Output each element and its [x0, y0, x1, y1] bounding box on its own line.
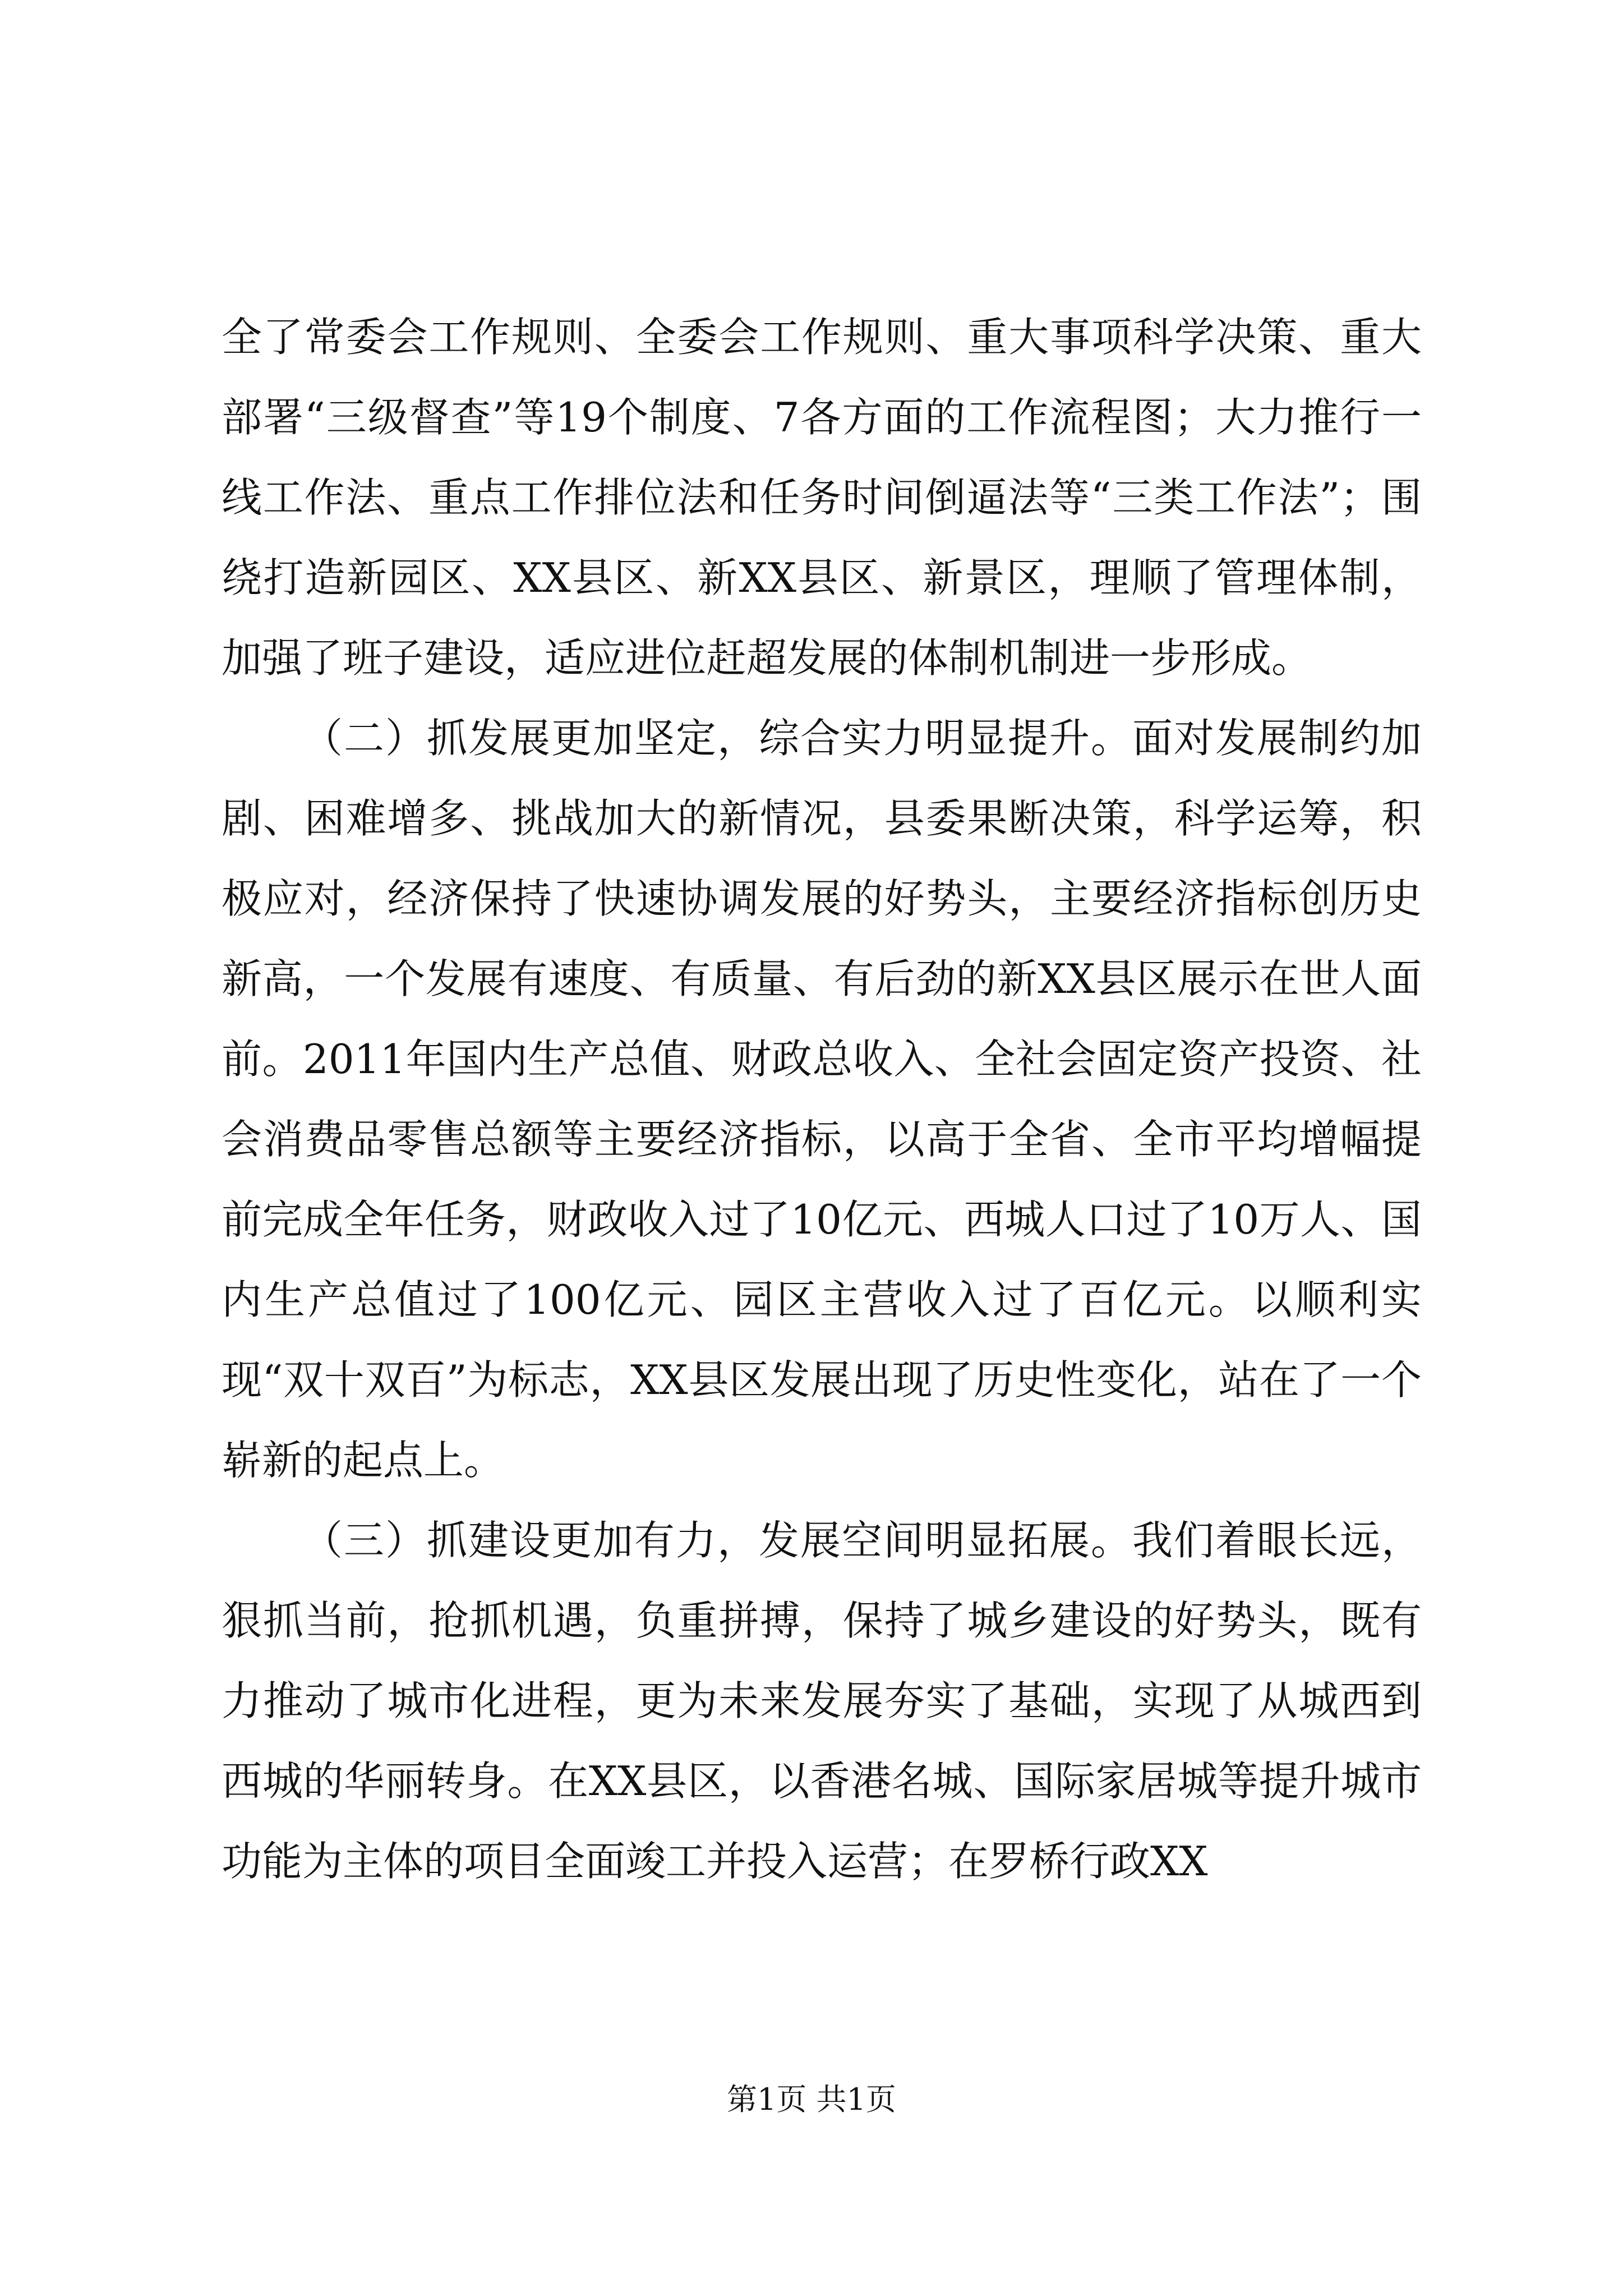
paragraph-3: （三）抓建设更加有力，发展空间明显拓展。我们着眼长远，狠抓当前，抢抓机遇，负重拼搏，保持了城乡建设的好势头，既有力推动了城市化进程，更为未来发展夯实了基础，实现了从城西到西城的华丽转身。在XX县区，以香港名城、国际家居城等提升城市功能为主体的项目全面竣工并投入运营；在罗桥行政XX [222, 1517, 1422, 1885]
paragraph-1: 全了常委会工作规则、全委会工作规则、重大事项科学决策、重大部署“三级督查”等19个制度、7各方面的工作流程图；大力推行一线工作法、重点工作排位法和任务时间倒逼法等“三类工作法”；围绕打造新园区、XX县区、新XX县区、新景区，理顺了管理体制，加强了班子建设，适应进位赶超发展的体制机制进一步形成。 [222, 314, 1422, 682]
paragraph-2: （二）抓发展更加坚定，综合实力明显提升。面对发展制约加剧、困难增多、挑战加大的新情况，县委果断决策，科学运筹，积极应对，经济保持了快速协调发展的好势头，主要经济指标创历史新高，一个发展有速度、有质量、有后劲的新XX县区展示在世人面前。2011年国内生产总值、财政总收入、全社会固定资产投资、社会消费品零售总额等主要经济指标，以高于全省、全市平均增幅提前完成全年任务，财政收入过了10亿元、西城人口过了10万人、国内生产总值过了100亿元、园区主营收入过了百亿元。以顺利实现“双十双百”为标志，XX县区发展出现了历史性变化，站在了一个崭新的起点上。 [222, 715, 1422, 1484]
document-body [222, 297, 1422, 1902]
page-footer: 第1页 共1页 [727, 2082, 896, 2117]
